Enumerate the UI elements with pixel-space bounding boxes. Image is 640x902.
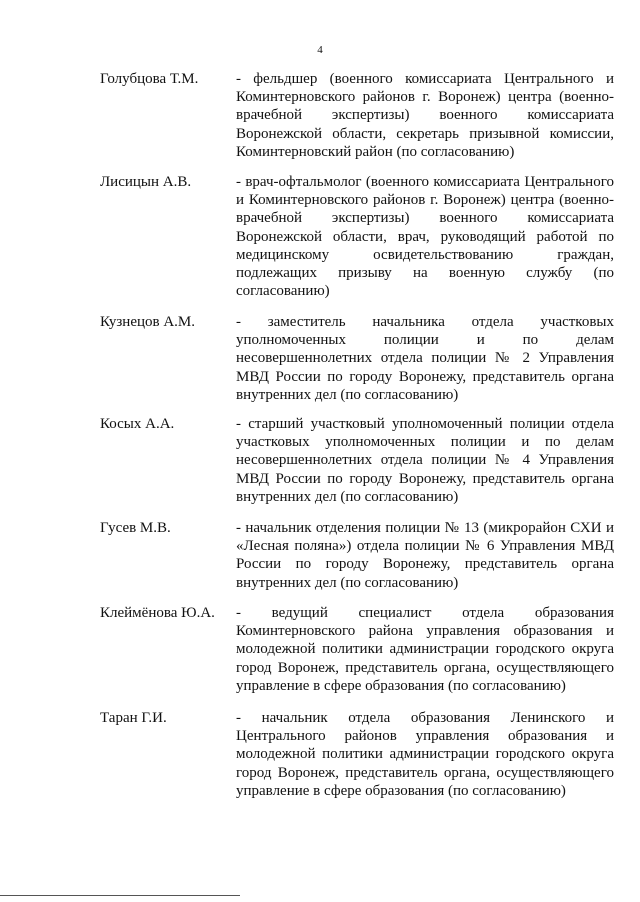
member-role: - ведущий специалист отдела образования Коминтерновского района управления образования и молодежной политики администрации городского округа город Воронеж, представитель органа, осуществляющего управление в сфере образования (по согласованию) bbox=[236, 605, 614, 694]
member-name: Лисицын А.В. bbox=[100, 174, 192, 190]
member-name: Клеймёнова Ю.А. bbox=[100, 605, 215, 621]
member-role: - врач-офтальмолог (военного комиссариата Центрального и Коминтерновского районов г. Воронеж) центра (военно-врачебной экспертизы) военного комиссариата Воронежской области, врач, руководящий работой по медицинскому освидетельствованию граждан, подлежащих призыву на военную службу (по согласованию) bbox=[236, 174, 614, 300]
member-name: Гусев М.В. bbox=[100, 520, 171, 536]
member-role: - заместитель начальника отдела участковых уполномоченных полиции и по делам несовершеннолетних отдела полиции № 2 Управления МВД России по городу Воронежу, представитель органа внутренних дел (по согласованию) bbox=[236, 314, 614, 403]
page-number: 4 bbox=[317, 44, 323, 56]
member-name: Кузнецов А.М. bbox=[100, 314, 196, 330]
member-name: Косых А.А. bbox=[100, 416, 175, 432]
member-role: - старший участковый уполномоченный полиции отдела участковых уполномоченных полиции и по делам несовершеннолетних отдела полиции № 4 Управления МВД России по городу Воронежу, представитель органа внутренних дел (по согласованию) bbox=[236, 416, 614, 505]
member-role: - фельдшер (военного комиссариата Центрального и Коминтерновского районов г. Воронеж) центра (военно-врачебной экспертизы) военного комиссариата Воронежской области, секретарь призывной комиссии, Коминтерновский район (по согласованию) bbox=[236, 71, 614, 160]
member-name: Голубцова Т.М. bbox=[100, 71, 199, 87]
member-role: - начальник отдела образования Ленинского и Центрального районов управления образования и молодежной политики администрации городского округа город Воронеж, представитель органа, осуществляющего управление в сфере образования (по согласованию) bbox=[236, 710, 614, 799]
footer-divider bbox=[0, 895, 240, 896]
member-role: - начальник отделения полиции № 13 (микрорайон СХИ и «Лесная поляна») отдела полиции № 6 Управления МВД России по городу Воронежу, представитель органа внутренних дел (по согласованию) bbox=[236, 520, 614, 591]
member-name: Таран Г.И. bbox=[100, 710, 167, 726]
